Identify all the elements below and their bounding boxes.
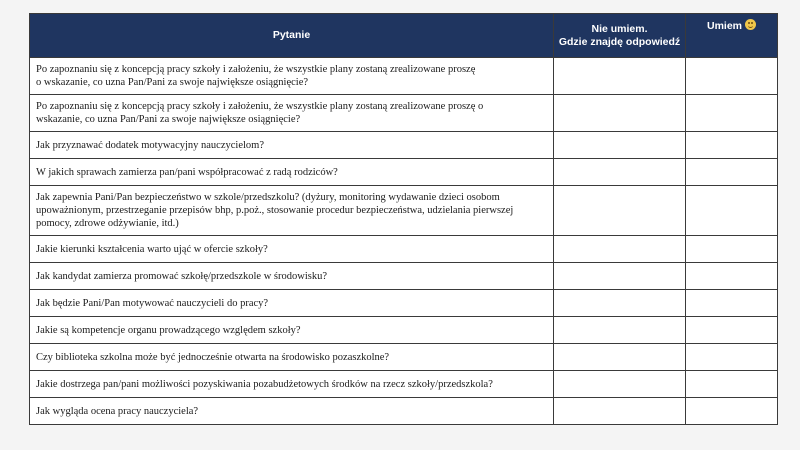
cant-find-cell[interactable]: [554, 132, 686, 159]
table-row: [30, 344, 778, 371]
question-cell: [30, 159, 554, 186]
can-cell[interactable]: [686, 263, 778, 290]
table-row: [30, 186, 778, 236]
question-cell: [30, 398, 554, 425]
header-can-label: Umiem: [706, 20, 742, 32]
question-line: Jak wygląda ocena pracy nauczyciela?: [36, 405, 199, 417]
question-line: Jak przyznawać dodatek motywacyjny nauczycielom?: [36, 139, 264, 151]
cant-find-cell[interactable]: [554, 95, 686, 132]
question-line: o wskazanie, co uzna Pan/Pani za swoje największe osiągnięcie?: [36, 77, 309, 88]
table-row: [30, 398, 778, 425]
question-cell: [30, 263, 554, 290]
cant-find-cell[interactable]: [554, 263, 686, 290]
can-cell[interactable]: [686, 132, 778, 159]
question-line: Jakie dostrzega pan/pani możliwości pozyskiwania pozabudżetowych środków na rzecz szkoły/przedszkola?: [36, 378, 493, 390]
question-line: Jakie kierunki kształcenia warto ująć w ofercie szkoły?: [36, 243, 268, 255]
header-cant-line2: Gdzie znajdę odpowiedź: [558, 35, 681, 48]
question-cell: [30, 317, 554, 344]
header-cant-find: [554, 14, 686, 58]
question-line: pomocy, zdrowe odżywianie, itd.): [36, 218, 179, 229]
cant-find-cell[interactable]: [554, 236, 686, 263]
question-cell: [30, 344, 554, 371]
table-row: [30, 371, 778, 398]
question-line: Jak kandydat zamierza promować szkołę/przedszkole w środowisku?: [36, 270, 327, 282]
header-cant-line1: Nie umiem.: [591, 22, 648, 35]
question-cell: [30, 290, 554, 317]
question-cell: [30, 95, 554, 132]
question-cell: [30, 371, 554, 398]
header-question: Pytanie: [30, 14, 554, 58]
can-cell[interactable]: [686, 371, 778, 398]
smiley-icon: [745, 19, 756, 30]
question-cell: [30, 186, 554, 236]
questions-table: [29, 13, 778, 425]
cant-find-cell[interactable]: [554, 159, 686, 186]
cant-find-cell[interactable]: [554, 58, 686, 95]
table-row: [30, 263, 778, 290]
can-cell[interactable]: [686, 290, 778, 317]
can-cell[interactable]: [686, 95, 778, 132]
question-line: Jak będzie Pani/Pan motywować nauczycieli do pracy?: [36, 297, 269, 309]
question-line: Po zapoznaniu się z koncepcją pracy szkoły i założeniu, że wszystkie plany zostaną zrealizowane proszę o: [36, 101, 484, 112]
question-line: Czy biblioteka szkolna może być jednocześnie otwarta na środowisko pozaszkolne?: [36, 351, 390, 363]
can-cell[interactable]: [686, 159, 778, 186]
can-cell[interactable]: [686, 236, 778, 263]
question-cell: [30, 236, 554, 263]
can-cell[interactable]: [686, 186, 778, 236]
question-cell: [30, 58, 554, 95]
table-row: [30, 159, 778, 186]
table-row: [30, 236, 778, 263]
cant-find-cell[interactable]: [554, 344, 686, 371]
can-cell[interactable]: [686, 317, 778, 344]
question-line: wskazanie, co uzna Pan/Pani za swoje największe osiągnięcie?: [36, 114, 301, 125]
table-row: [30, 317, 778, 344]
can-cell[interactable]: [686, 58, 778, 95]
table-row: [30, 290, 778, 317]
question-line: upoważnionym, przestrzeganie przepisów bhp, p.poż., stosowanie procedur bezpieczeństwa, udzielania pierwszej: [36, 205, 514, 216]
question-line: W jakich sprawach zamierza pan/pani współpracować z radą rodziców?: [36, 166, 338, 178]
question-line: Jak zapewnia Pani/Pan bezpieczeństwo w szkole/przedszkolu? (dyżury, monitoring wydawanie dzieci osobom: [36, 192, 500, 203]
header-row: [30, 14, 778, 58]
table-row: [30, 58, 778, 95]
question-cell: [30, 132, 554, 159]
cant-find-cell[interactable]: [554, 317, 686, 344]
table-row: [30, 132, 778, 159]
cant-find-cell[interactable]: [554, 371, 686, 398]
cant-find-cell[interactable]: [554, 290, 686, 317]
question-line: Po zapoznaniu się z koncepcją pracy szkoły i założeniu, że wszystkie plany zostaną zrealizowane proszę: [36, 64, 476, 75]
header-can: [686, 14, 778, 58]
can-cell[interactable]: [686, 398, 778, 425]
can-cell[interactable]: [686, 344, 778, 371]
cant-find-cell[interactable]: [554, 398, 686, 425]
cant-find-cell[interactable]: [554, 186, 686, 236]
table-row: [30, 95, 778, 132]
question-line: Jakie są kompetencje organu prowadzącego względem szkoły?: [36, 324, 301, 336]
